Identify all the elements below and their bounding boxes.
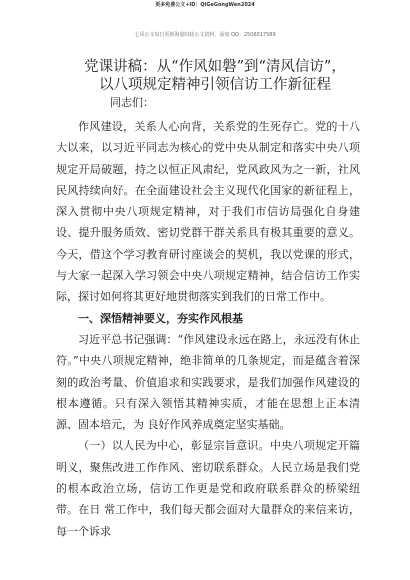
intro-paragraph: 作风建设，关系人心向背，关系党的生死存亡。党的十八大以来，以习近平同志为核心的党中央从制定和落实中央八项规定开局破题，持之以恒正风肃纪，党风政风为之一新，社风民风持续向好。在全面建设社会主义现代化国家的新征程上，深入贯彻中央八项规定精神，对于我们市信访局强化自身建设、提升服务质效、密切党群干群关系具有极其重要的意义。今天，借这个学习教育研讨座谈会的契机，我以党课的形式，与大家一起深入学习领会中央八项规定精神，结合信访工作实际，探讨如何将其更好地贯彻落实到我们的日常工作中。	[56, 120, 360, 304]
document-title	[60, 58, 370, 94]
header-notice: 七哥公文每日更新海量时政公文资料，添加 QQ：2506017589	[134, 32, 276, 38]
document-body	[56, 116, 360, 542]
top-banner: 更多免费公文+ID：QiGeGongWen2024	[155, 2, 255, 8]
section-paragraph: 习近平总书记强调：“作风建设永远在路上，永远没有休止符。”中央八项规定精神，绝非简单的几条规定，而是蕴含着深刻的政治考量、价值追求和实践要求，是我们加强作风建设的根本遵循。只有深入领悟其精神实质，才能在思想上正本清源、固本培元，为 良好作风养成奠定坚实基础。	[56, 332, 360, 432]
section-paragraph: （一）以人民为中心，彰显宗旨意识。中央八项规定开篇明义，聚焦改进工作作风、密切联系群众。人民立场是我们党的根本政治立场，信访工作更是党和政府联系群众的桥梁纽带。在日 常工作中，我们每天都会面对大量群众的来信来访，每一个诉求	[56, 439, 360, 538]
title-line-1: 党课讲稿：从“作风如磐”到“清风信访”，	[84, 59, 346, 75]
salutation: 同志们：	[110, 96, 154, 109]
title-line-2: 以八项规定精神引领信访工作新征程	[99, 77, 331, 93]
section-heading: 一、深悟精神要义，夯实作风根基	[78, 311, 243, 325]
